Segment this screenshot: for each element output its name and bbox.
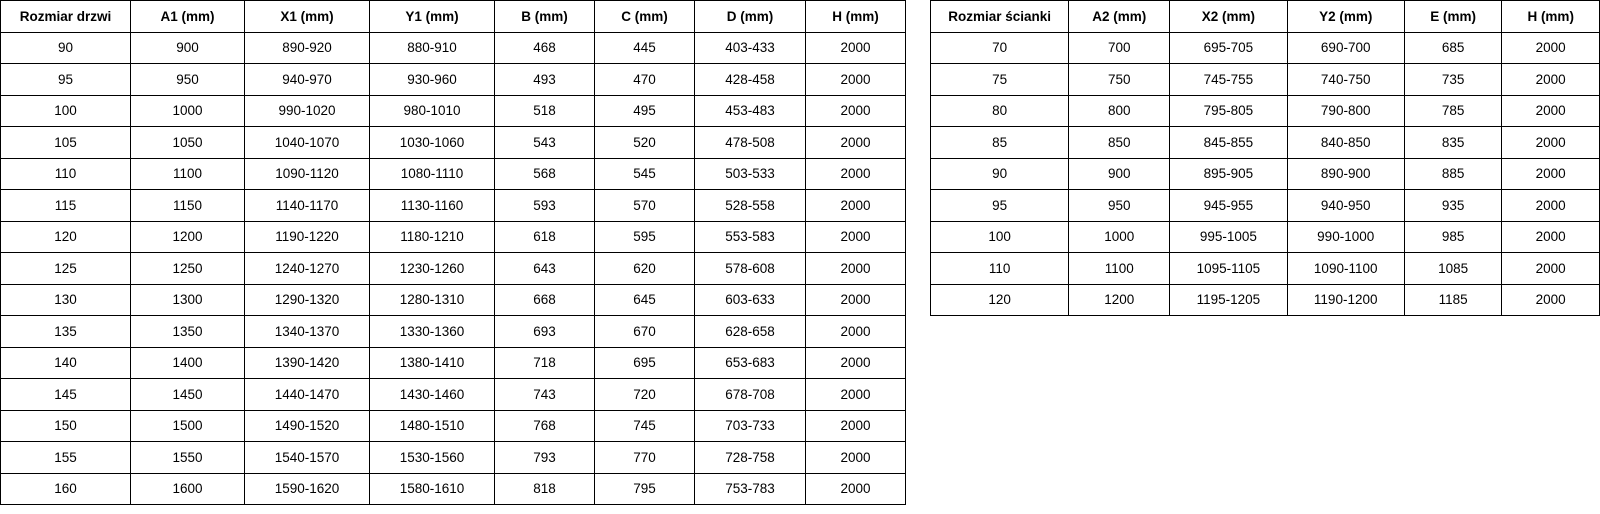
walls-cell: 800 (1069, 95, 1170, 127)
doors-cell: 1580-1610 (370, 473, 495, 505)
walls-cell: 75 (931, 64, 1069, 96)
walls-cell: 2000 (1502, 284, 1600, 316)
doors-cell: 2000 (806, 95, 906, 127)
doors-cell: 543 (495, 127, 595, 159)
walls-cell: 2000 (1502, 95, 1600, 127)
doors-column-header: A1 (mm) (131, 1, 245, 33)
walls-cell: 95 (931, 190, 1069, 222)
doors-cell: 1600 (131, 473, 245, 505)
doors-cell: 518 (495, 95, 595, 127)
doors-cell: 570 (595, 190, 695, 222)
table-row (931, 221, 1600, 253)
doors-cell: 1250 (131, 253, 245, 285)
doors-column-header: Rozmiar drzwi (1, 1, 131, 33)
walls-cell: 785 (1404, 95, 1502, 127)
walls-column-header: H (mm) (1502, 1, 1600, 33)
walls-cell: 850 (1069, 127, 1170, 159)
table-header-row (931, 1, 1600, 33)
walls-cell: 735 (1404, 64, 1502, 96)
table-row (931, 284, 1600, 316)
table-row (931, 190, 1600, 222)
doors-cell: 1080-1110 (370, 158, 495, 190)
table-row (1, 379, 906, 411)
doors-cell: 150 (1, 410, 131, 442)
walls-cell: 845-855 (1170, 127, 1287, 159)
walls-cell: 700 (1069, 32, 1170, 64)
doors-cell: 1100 (131, 158, 245, 190)
doors-cell: 1300 (131, 284, 245, 316)
table-row (931, 95, 1600, 127)
doors-cell: 1390-1420 (245, 347, 370, 379)
doors-cell: 1490-1520 (245, 410, 370, 442)
doors-cell: 468 (495, 32, 595, 64)
walls-cell: 1090-1100 (1287, 253, 1404, 285)
walls-cell: 935 (1404, 190, 1502, 222)
doors-cell: 1000 (131, 95, 245, 127)
doors-cell: 2000 (806, 221, 906, 253)
doors-cell: 140 (1, 347, 131, 379)
walls-cell: 120 (931, 284, 1069, 316)
walls-cell: 795-805 (1170, 95, 1287, 127)
doors-cell: 90 (1, 32, 131, 64)
doors-cell: 2000 (806, 190, 906, 222)
doors-cell: 743 (495, 379, 595, 411)
walls-cell: 2000 (1502, 221, 1600, 253)
doors-cell: 2000 (806, 347, 906, 379)
doors-cell: 520 (595, 127, 695, 159)
walls-column-header: Rozmiar ścianki (931, 1, 1069, 33)
table-row (1, 158, 906, 190)
doors-cell: 603-633 (695, 284, 806, 316)
doors-cell: 1400 (131, 347, 245, 379)
walls-cell: 2000 (1502, 253, 1600, 285)
doors-cell: 1350 (131, 316, 245, 348)
table-row (1, 284, 906, 316)
doors-cell: 720 (595, 379, 695, 411)
walls-cell: 1190-1200 (1287, 284, 1404, 316)
doors-cell: 618 (495, 221, 595, 253)
doors-cell: 695 (595, 347, 695, 379)
walls-cell: 80 (931, 95, 1069, 127)
walls-cell: 1195-1205 (1170, 284, 1287, 316)
doors-cell: 1150 (131, 190, 245, 222)
doors-cell: 2000 (806, 64, 906, 96)
walls-cell: 745-755 (1170, 64, 1287, 96)
doors-cell: 1040-1070 (245, 127, 370, 159)
doors-cell: 95 (1, 64, 131, 96)
walls-cell: 790-800 (1287, 95, 1404, 127)
walls-cell: 1100 (1069, 253, 1170, 285)
walls-cell: 985 (1404, 221, 1502, 253)
doors-cell: 1450 (131, 379, 245, 411)
doors-cell: 880-910 (370, 32, 495, 64)
doors-cell: 545 (595, 158, 695, 190)
doors-cell: 1240-1270 (245, 253, 370, 285)
doors-cell: 2000 (806, 127, 906, 159)
walls-cell: 70 (931, 32, 1069, 64)
doors-cell: 1200 (131, 221, 245, 253)
walls-cell: 740-750 (1287, 64, 1404, 96)
doors-cell: 1530-1560 (370, 442, 495, 474)
doors-cell: 768 (495, 410, 595, 442)
walls-cell: 2000 (1502, 32, 1600, 64)
walls-cell: 1095-1105 (1170, 253, 1287, 285)
doors-cell: 670 (595, 316, 695, 348)
doors-cell: 1340-1370 (245, 316, 370, 348)
doors-cell: 2000 (806, 410, 906, 442)
doors-cell: 703-733 (695, 410, 806, 442)
doors-cell: 1280-1310 (370, 284, 495, 316)
doors-cell: 568 (495, 158, 595, 190)
doors-cell: 2000 (806, 284, 906, 316)
doors-cell: 1550 (131, 442, 245, 474)
doors-cell: 643 (495, 253, 595, 285)
doors-column-header: B (mm) (495, 1, 595, 33)
doors-cell: 120 (1, 221, 131, 253)
doors-cell: 645 (595, 284, 695, 316)
doors-cell: 403-433 (695, 32, 806, 64)
table-row (1, 316, 906, 348)
table-row (1, 32, 906, 64)
walls-cell: 895-905 (1170, 158, 1287, 190)
table-row (1, 473, 906, 505)
doors-cell: 620 (595, 253, 695, 285)
walls-dimensions-table (930, 0, 1600, 316)
doors-cell: 2000 (806, 32, 906, 64)
doors-cell: 770 (595, 442, 695, 474)
doors-cell: 478-508 (695, 127, 806, 159)
doors-cell: 693 (495, 316, 595, 348)
doors-cell: 753-783 (695, 473, 806, 505)
doors-cell: 1330-1360 (370, 316, 495, 348)
doors-cell: 1480-1510 (370, 410, 495, 442)
walls-cell: 990-1000 (1287, 221, 1404, 253)
walls-column-header: X2 (mm) (1170, 1, 1287, 33)
doors-cell: 125 (1, 253, 131, 285)
doors-column-header: X1 (mm) (245, 1, 370, 33)
table-row (931, 127, 1600, 159)
doors-cell: 1180-1210 (370, 221, 495, 253)
table-row (931, 64, 1600, 96)
doors-cell: 593 (495, 190, 595, 222)
doors-cell: 940-970 (245, 64, 370, 96)
doors-cell: 110 (1, 158, 131, 190)
doors-cell: 1190-1220 (245, 221, 370, 253)
doors-cell: 745 (595, 410, 695, 442)
doors-cell: 2000 (806, 442, 906, 474)
doors-cell: 453-483 (695, 95, 806, 127)
walls-dimensions-table-container (930, 0, 1600, 316)
doors-cell: 1590-1620 (245, 473, 370, 505)
doors-cell: 553-583 (695, 221, 806, 253)
walls-cell: 695-705 (1170, 32, 1287, 64)
walls-cell: 2000 (1502, 158, 1600, 190)
walls-cell: 840-850 (1287, 127, 1404, 159)
doors-cell: 795 (595, 473, 695, 505)
table-row (1, 442, 906, 474)
walls-cell: 885 (1404, 158, 1502, 190)
doors-cell: 890-920 (245, 32, 370, 64)
doors-cell: 105 (1, 127, 131, 159)
walls-cell: 2000 (1502, 127, 1600, 159)
doors-cell: 115 (1, 190, 131, 222)
table-row (931, 32, 1600, 64)
doors-cell: 160 (1, 473, 131, 505)
doors-cell: 2000 (806, 316, 906, 348)
doors-cell: 2000 (806, 379, 906, 411)
walls-cell: 750 (1069, 64, 1170, 96)
walls-cell: 100 (931, 221, 1069, 253)
doors-cell: 1140-1170 (245, 190, 370, 222)
doors-cell: 1500 (131, 410, 245, 442)
doors-cell: 1380-1410 (370, 347, 495, 379)
doors-column-header: Y1 (mm) (370, 1, 495, 33)
walls-cell: 2000 (1502, 64, 1600, 96)
table-row (1, 64, 906, 96)
doors-cell: 130 (1, 284, 131, 316)
doors-cell: 1540-1570 (245, 442, 370, 474)
doors-cell: 1030-1060 (370, 127, 495, 159)
doors-cell: 1230-1260 (370, 253, 495, 285)
doors-cell: 155 (1, 442, 131, 474)
table-row (931, 158, 1600, 190)
walls-cell: 835 (1404, 127, 1502, 159)
doors-cell: 135 (1, 316, 131, 348)
walls-cell: 995-1005 (1170, 221, 1287, 253)
doors-cell: 718 (495, 347, 595, 379)
doors-cell: 678-708 (695, 379, 806, 411)
doors-cell: 1440-1470 (245, 379, 370, 411)
table-row (1, 190, 906, 222)
doors-cell: 2000 (806, 158, 906, 190)
doors-cell: 2000 (806, 473, 906, 505)
walls-cell: 1000 (1069, 221, 1170, 253)
doors-column-header: C (mm) (595, 1, 695, 33)
doors-cell: 628-658 (695, 316, 806, 348)
doors-cell: 493 (495, 64, 595, 96)
doors-column-header: H (mm) (806, 1, 906, 33)
doors-cell: 495 (595, 95, 695, 127)
doors-cell: 470 (595, 64, 695, 96)
table-row (1, 221, 906, 253)
table-row (1, 410, 906, 442)
table-row (1, 127, 906, 159)
table-row (931, 253, 1600, 285)
walls-cell: 1185 (1404, 284, 1502, 316)
walls-cell: 1085 (1404, 253, 1502, 285)
walls-cell: 85 (931, 127, 1069, 159)
doors-cell: 445 (595, 32, 695, 64)
walls-cell: 945-955 (1170, 190, 1287, 222)
doors-cell: 528-558 (695, 190, 806, 222)
doors-cell: 100 (1, 95, 131, 127)
doors-cell: 900 (131, 32, 245, 64)
doors-cell: 1430-1460 (370, 379, 495, 411)
walls-cell: 690-700 (1287, 32, 1404, 64)
doors-cell: 728-758 (695, 442, 806, 474)
doors-cell: 2000 (806, 253, 906, 285)
table-header-row (1, 1, 906, 33)
walls-cell: 890-900 (1287, 158, 1404, 190)
doors-cell: 428-458 (695, 64, 806, 96)
walls-cell: 110 (931, 253, 1069, 285)
doors-cell: 818 (495, 473, 595, 505)
doors-cell: 1090-1120 (245, 158, 370, 190)
table-row (1, 347, 906, 379)
doors-cell: 1290-1320 (245, 284, 370, 316)
doors-cell: 595 (595, 221, 695, 253)
doors-cell: 950 (131, 64, 245, 96)
walls-cell: 90 (931, 158, 1069, 190)
walls-column-header: A2 (mm) (1069, 1, 1170, 33)
doors-column-header: D (mm) (695, 1, 806, 33)
doors-cell: 668 (495, 284, 595, 316)
doors-cell: 503-533 (695, 158, 806, 190)
doors-cell: 653-683 (695, 347, 806, 379)
doors-cell: 145 (1, 379, 131, 411)
walls-cell: 900 (1069, 158, 1170, 190)
doors-cell: 990-1020 (245, 95, 370, 127)
doors-cell: 1130-1160 (370, 190, 495, 222)
walls-cell: 1200 (1069, 284, 1170, 316)
doors-cell: 578-608 (695, 253, 806, 285)
doors-cell: 930-960 (370, 64, 495, 96)
walls-cell: 2000 (1502, 190, 1600, 222)
walls-cell: 940-950 (1287, 190, 1404, 222)
doors-cell: 793 (495, 442, 595, 474)
doors-cell: 980-1010 (370, 95, 495, 127)
table-row (1, 95, 906, 127)
walls-cell: 685 (1404, 32, 1502, 64)
walls-cell: 950 (1069, 190, 1170, 222)
doors-cell: 1050 (131, 127, 245, 159)
walls-column-header: E (mm) (1404, 1, 1502, 33)
walls-column-header: Y2 (mm) (1287, 1, 1404, 33)
table-row (1, 253, 906, 285)
